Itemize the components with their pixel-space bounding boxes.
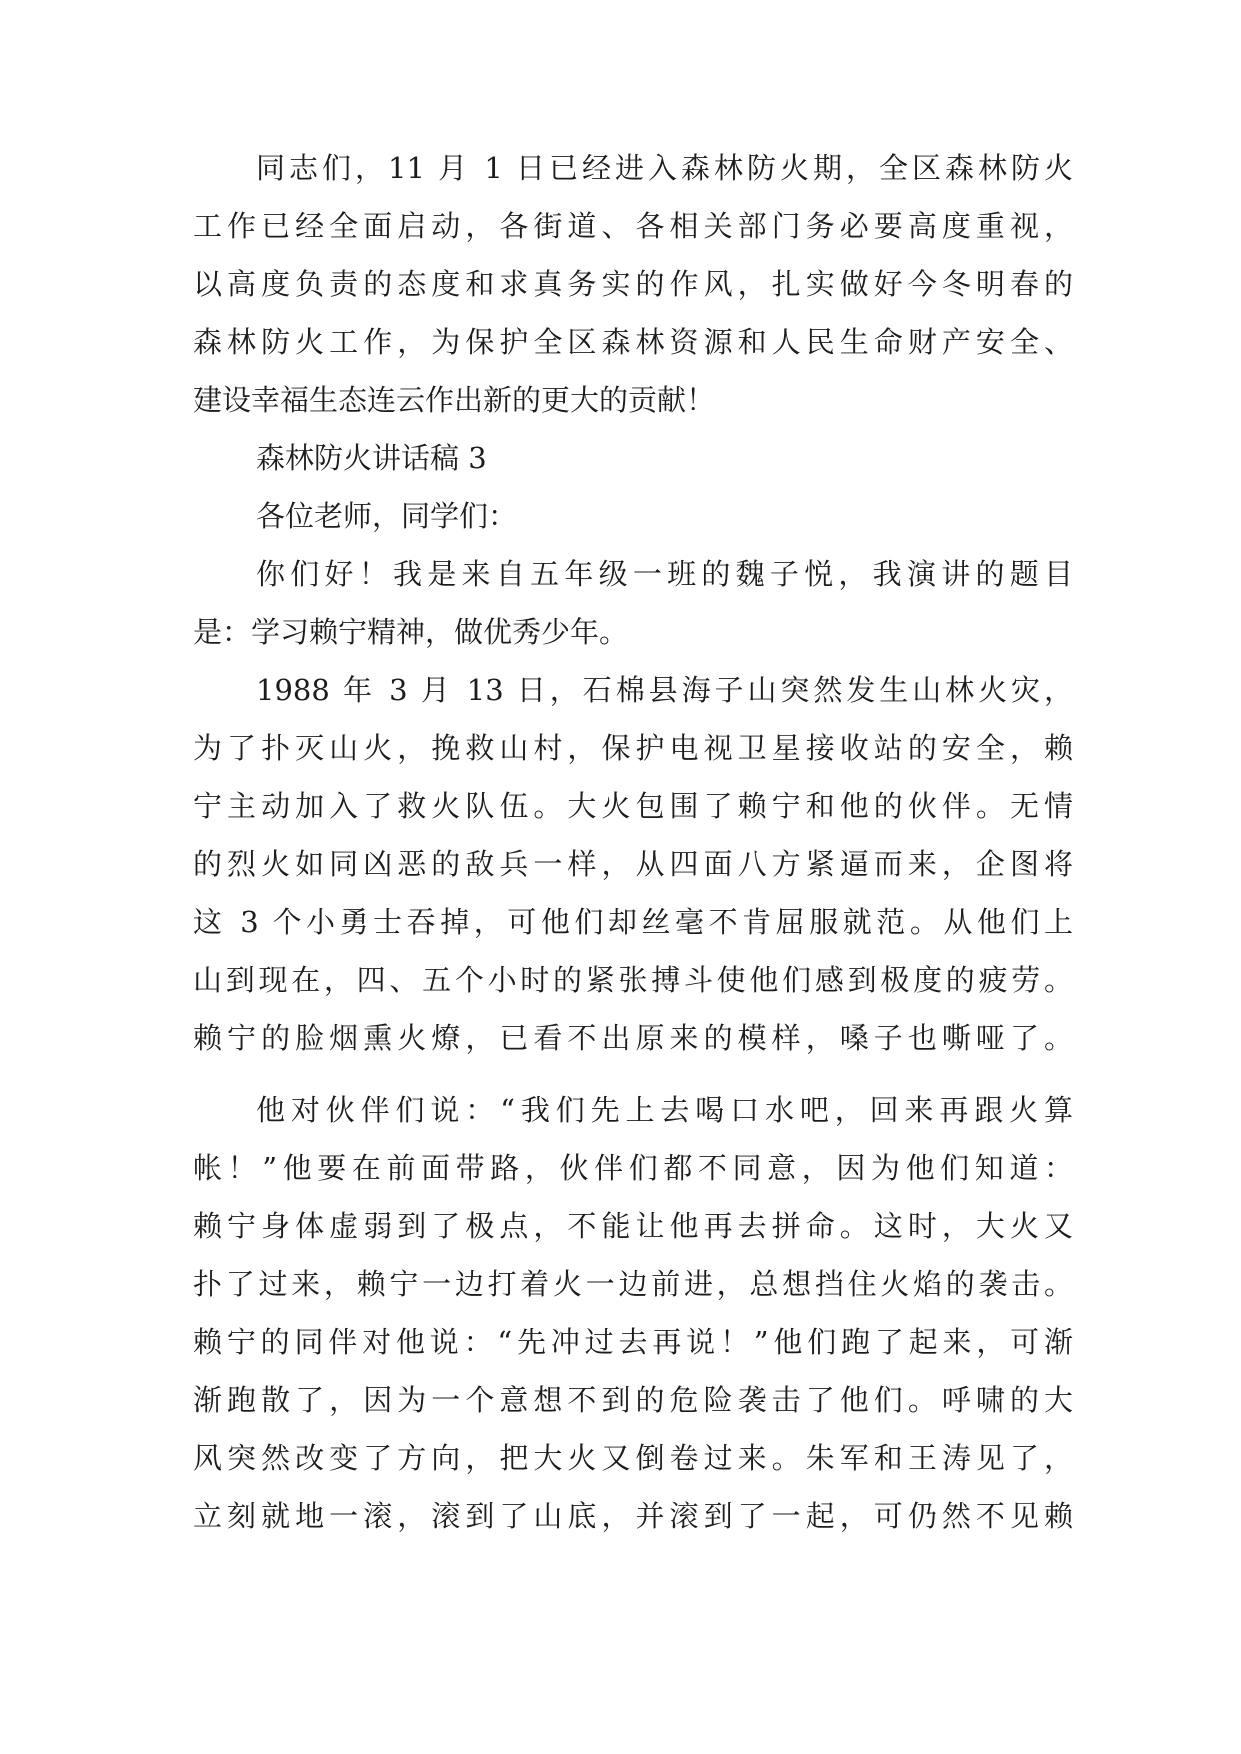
paragraph-line: 建设幸福生态连云作出新的更大的贡献！ — [193, 383, 716, 417]
paragraph-line: 同志们，11 月 1 日已经进入森林防火期，全区森林防火 — [256, 151, 1073, 185]
paragraph-line: 风突然改变了方向，把大火又倒卷过来。朱军和王涛见了， — [193, 1441, 1073, 1475]
paragraph-line: 是：学习赖宁精神，做优秀少年。 — [193, 615, 629, 649]
salutation: 各位老师，同学们： — [256, 499, 518, 533]
paragraph-line: 的烈火如同凶恶的敌兵一样，从四面八方紧逼而来，企图将 — [193, 847, 1073, 881]
paragraph-line: 宁主动加入了救火队伍。大火包围了赖宁和他的伙伴。无情 — [193, 789, 1073, 823]
paragraph-line: 这 3 个小勇士吞掉，可他们却丝毫不肯屈服就范。从他们上 — [193, 905, 1073, 939]
paragraph-line: 赖宁身体虚弱到了极点，不能让他再去拼命。这时，大火又 — [193, 1209, 1073, 1243]
paragraph-line: 他对伙伴们说：“我们先上去喝口水吧，回来再跟火算 — [256, 1093, 1073, 1127]
paragraph-line: 1988 年 3 月 13 日，石棉县海子山突然发生山林火灾， — [256, 673, 1073, 707]
paragraph-line: 赖宁的脸烟熏火燎，已看不出原来的模样，嗓子也嘶哑了。 — [193, 1021, 1073, 1055]
paragraph-line: 赖宁的同伴对他说：“先冲过去再说！”他们跑了起来，可渐 — [193, 1325, 1073, 1359]
paragraph-line: 工作已经全面启动，各街道、各相关部门务必要高度重视， — [193, 209, 1073, 243]
paragraph-line: 山到现在，四、五个小时的紧张搏斗使他们感到极度的疲劳。 — [193, 963, 1073, 997]
section-heading: 森林防火讲话稿 3 — [256, 441, 487, 475]
paragraph-line: 扑了过来，赖宁一边打着火一边前进，总想挡住火焰的袭击。 — [193, 1267, 1073, 1301]
paragraph-line: 你们好！我是来自五年级一班的魏子悦，我演讲的题目 — [256, 557, 1073, 591]
paragraph-line: 渐跑散了，因为一个意想不到的危险袭击了他们。呼啸的大 — [193, 1383, 1073, 1417]
paragraph-line: 以高度负责的态度和求真务实的作风，扎实做好今冬明春的 — [193, 267, 1073, 301]
paragraph-line: 森林防火工作，为保护全区森林资源和人民生命财产安全、 — [193, 325, 1073, 359]
paragraph-line: 为了扑灭山火，挽救山村，保护电视卫星接收站的安全，赖 — [193, 731, 1073, 765]
paragraph-line: 立刻就地一滚，滚到了山底，并滚到了一起，可仍然不见赖 — [193, 1499, 1073, 1533]
paragraph-line: 帐！”他要在前面带路，伙伴们都不同意，因为他们知道： — [193, 1151, 1073, 1185]
